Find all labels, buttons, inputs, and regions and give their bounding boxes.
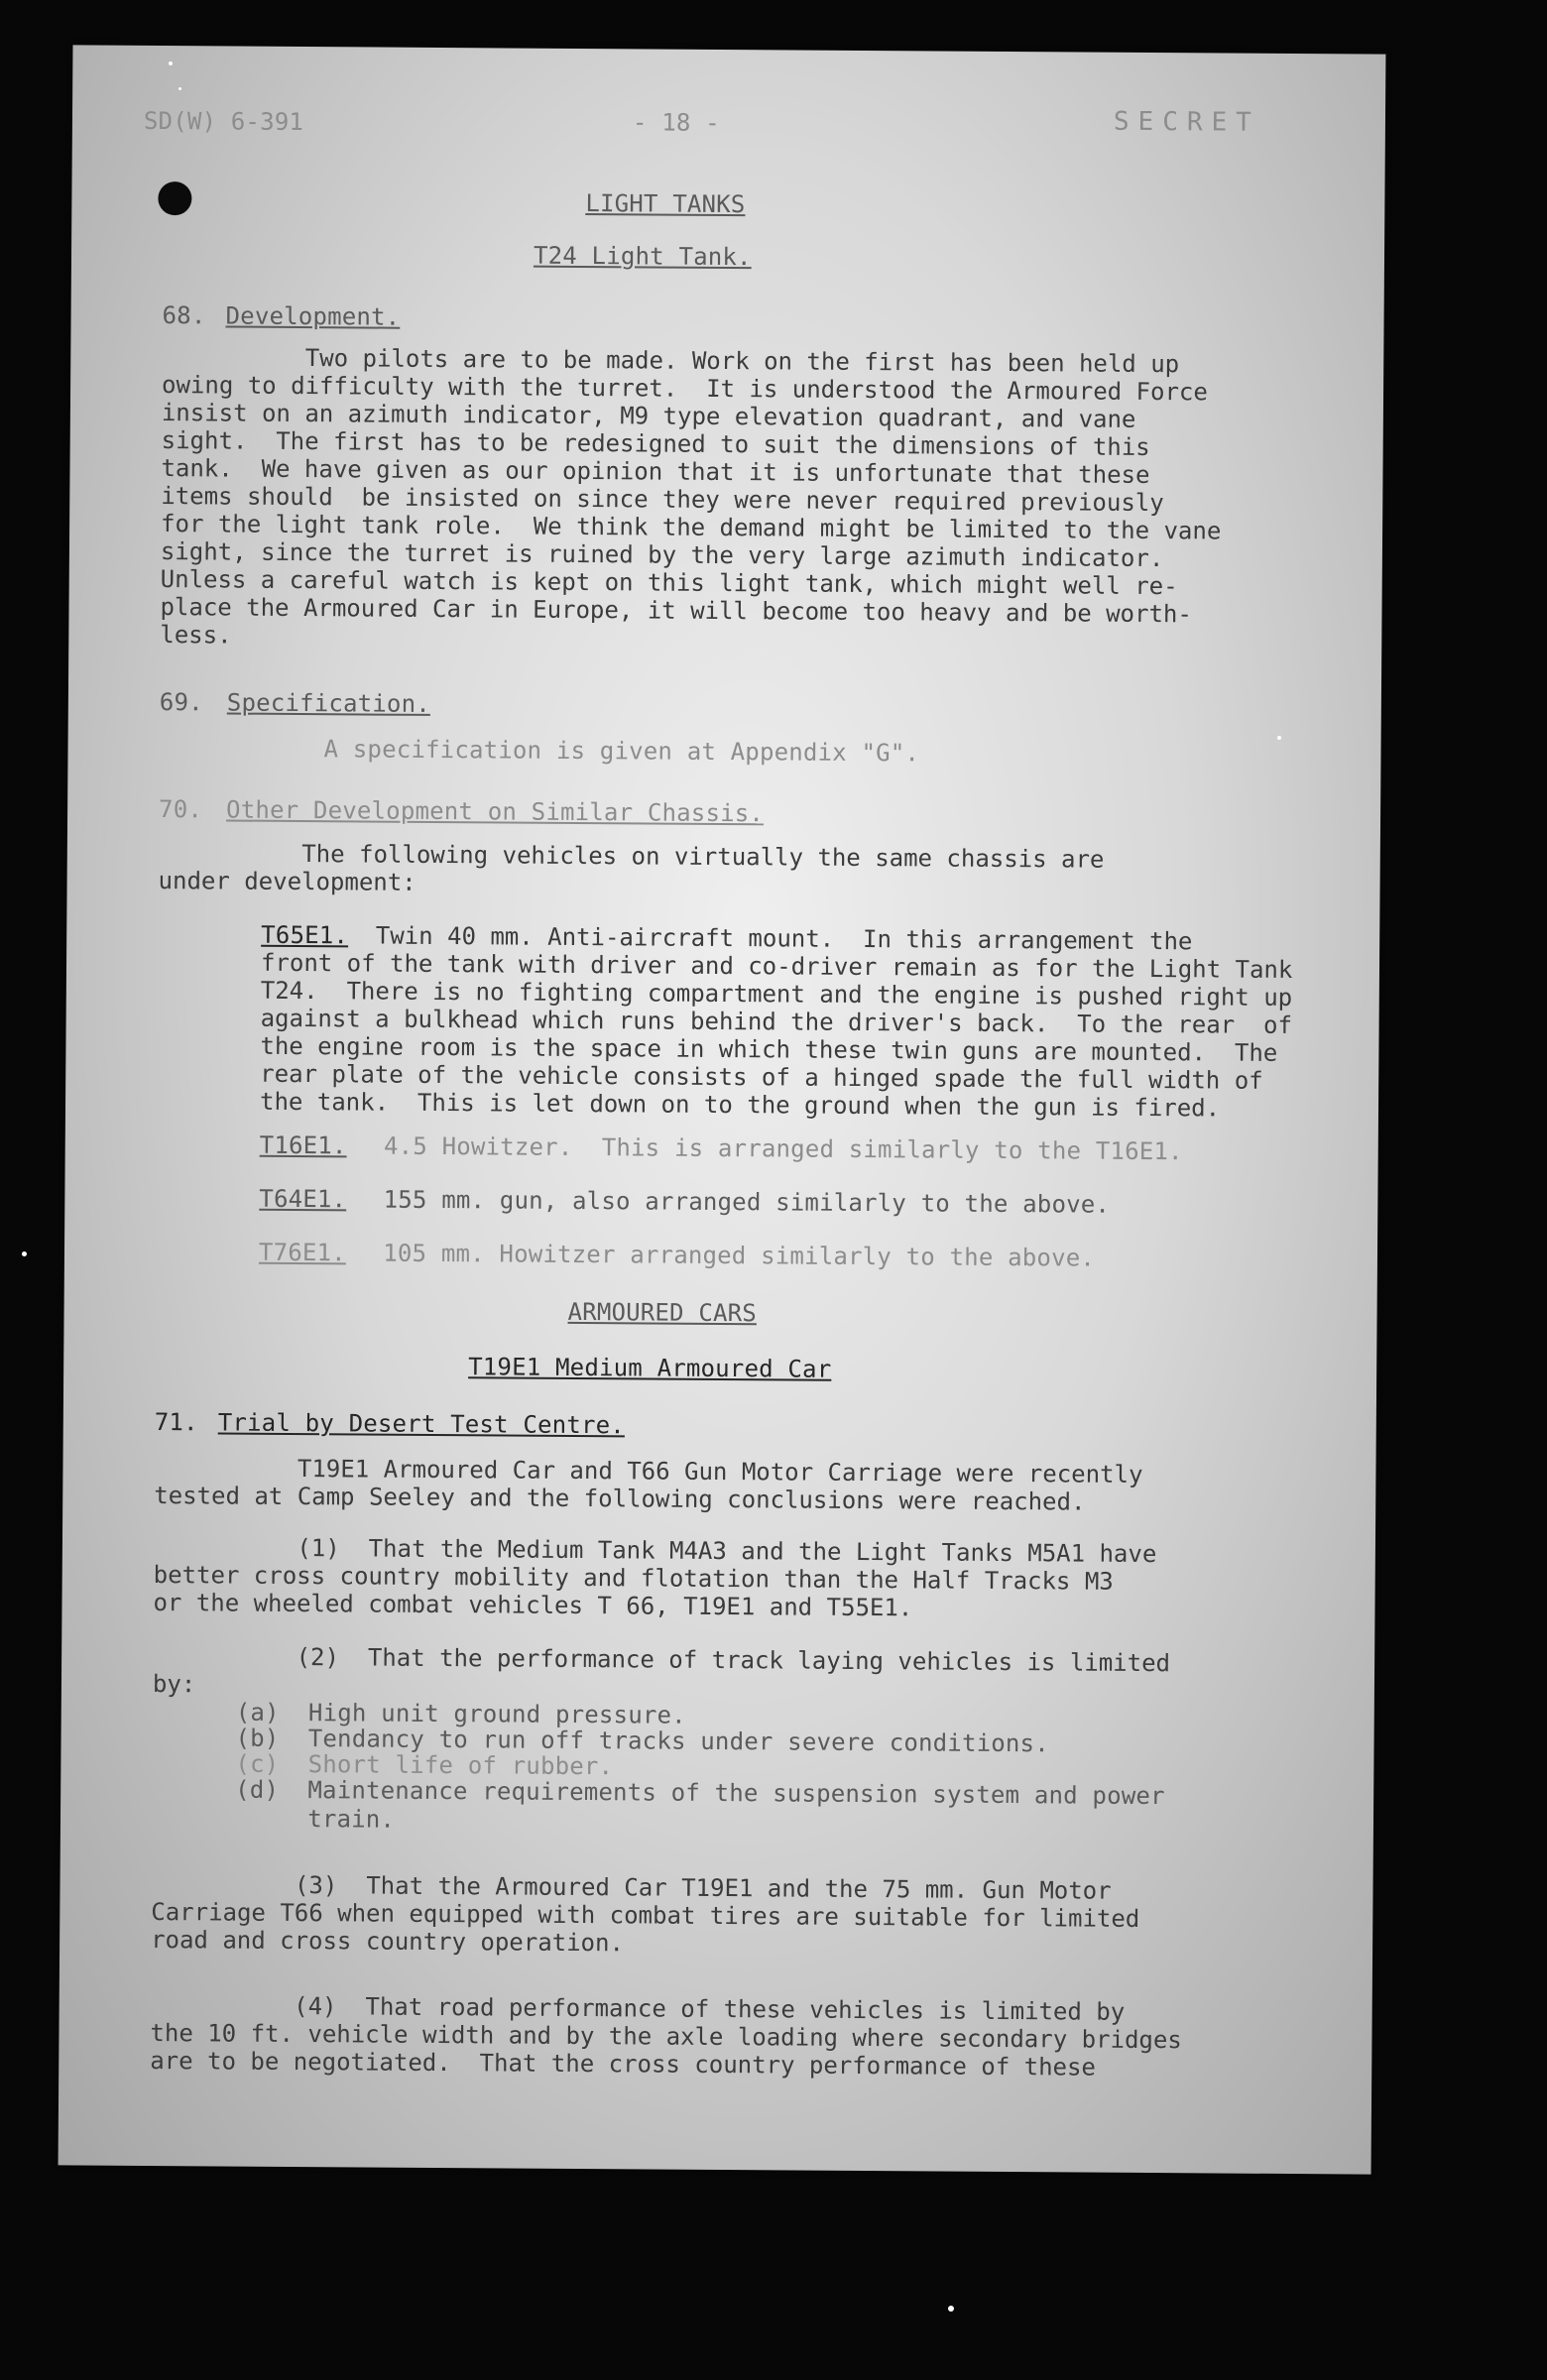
conclusion-2: (2) That the performance of track laying vehicles is limited by:: [152, 1642, 1171, 1699]
dust-speck: [22, 1251, 27, 1256]
conclusion-2-item-d: (d) Maintenance requirements of the suspension system and power train.: [234, 1775, 1165, 1834]
page-number: - 18 -: [632, 108, 720, 137]
vehicle-label-t76e1: T76E1.: [258, 1238, 346, 1267]
punch-hole: [158, 181, 191, 215]
document-page: [59, 45, 1386, 2174]
vehicle-t76e1-body: 105 mm. Howitzer arranged similarly to the above.: [353, 1239, 1096, 1272]
vehicle-t16e1-body: 4.5 Howitzer. This is arranged similarly to the T16E1.: [354, 1131, 1183, 1166]
subheading-t19e1-armoured-car: T19E1 Medium Armoured Car: [468, 1353, 832, 1383]
para-71-intro: T19E1 Armoured Car and T66 Gun Motor Carriage were recently tested at Camp Seeley and the following conclusions were reached.: [154, 1454, 1143, 1516]
para-title-specification: Specification.: [226, 688, 431, 718]
para-number-69: 69.: [159, 688, 203, 717]
para-number-68: 68.: [162, 301, 206, 330]
section-heading-armoured-cars: ARMOURED CARS: [567, 1297, 758, 1328]
conclusion-3: (3) That the Armoured Car T19E1 and the 75 mm. Gun Motor Carriage T66 when equipped with combat tires are suitable for limited road and cross country operation.: [151, 1870, 1140, 1958]
conclusion-1: (1) That the Medium Tank M4A3 and the Light Tanks M5A1 have better cross country mobility and flotation than the Half Tracks M3 or the wheeled combat vehicles T 66, T19E1 and T55E1.: [153, 1533, 1157, 1622]
dust-speck: [948, 2306, 954, 2312]
para-title-other-development: Other Development on Similar Chassis.: [226, 795, 765, 828]
conclusion-2-item-a: (a) High unit ground pressure.: [235, 1698, 686, 1729]
conclusion-2-item-b: (b) Tendancy to run off tracks under severe conditions.: [235, 1724, 1050, 1758]
para-title-development: Development.: [225, 301, 401, 331]
vehicle-t64e1-body: 155 mm. gun, also arranged similarly to the above.: [354, 1185, 1111, 1219]
dust-speck: [169, 61, 173, 65]
conclusion-2-item-c: (c) Short life of rubber.: [235, 1749, 614, 1781]
dust-speck: [1277, 736, 1281, 740]
para-68-body: Two pilots are to be made. Work on the first has been held up owing to difficulty with the turret. It is understood the Armoured Force insist on an azimuth indicator, M9 type elevation quadrant, and vane sight. The first has to be redesigned to suit the dimensions of this tank. We have given as our opinion that it is unfortunate that these items should be insisted on since they were never required previously for the light tank role. We think the demand might be limited to the vane sight, since the turret is ruined by the very large azimuth indicator. Unless a careful watch is kept on this light tank, which might well re- place the Armoured Car in Europe, it will become too heavy and be worth- less.: [160, 343, 1222, 650]
para-title-trial: Trial by Desert Test Centre.: [217, 1408, 626, 1440]
vehicle-label-t64e1: T64E1.: [259, 1184, 347, 1214]
para-69-body: A specification is given at Appendix "G".: [323, 735, 920, 768]
vehicle-label-t65e1: T65E1.: [261, 920, 349, 950]
vehicle-label-t16e1: T16E1.: [259, 1130, 347, 1160]
para-70-intro: The following vehicles on virtually the same chassis are under development:: [158, 839, 1105, 896]
document-reference: SD(W) 6-391: [143, 106, 304, 137]
dust-speck: [178, 87, 181, 90]
vehicle-t65e1-body: [260, 921, 1352, 1124]
conclusion-4: (4) That road performance of these vehicles is limited by the 10 ft. vehicle width and by the axle loading where secondary bridges are to be negotiated. That the cross country performance of these: [150, 1990, 1182, 2082]
vehicle-t65e1-text: Twin 40 mm. Anti-aircraft mount. In this arrangement the front of the tank with driver and co-driver remain as for the Light Tank T24. There is no fighting compartment and the engine is pushed right up against a bulkhead which runs behind the driver's back. To the rear of the engine room is the space in which these twin guns are mounted. The rear plate of the vehicle consists of a hinged spade the full width of the tank. This is let down on to the ground when the gun is fired.: [259, 921, 1293, 1123]
subheading-t24-light-tank: T24 Light Tank.: [533, 241, 752, 272]
para-number-70: 70.: [159, 795, 203, 824]
para-number-71: 71.: [154, 1408, 198, 1437]
classification-marking: SECRET: [1113, 106, 1260, 138]
section-heading-light-tanks: LIGHT TANKS: [585, 189, 746, 219]
